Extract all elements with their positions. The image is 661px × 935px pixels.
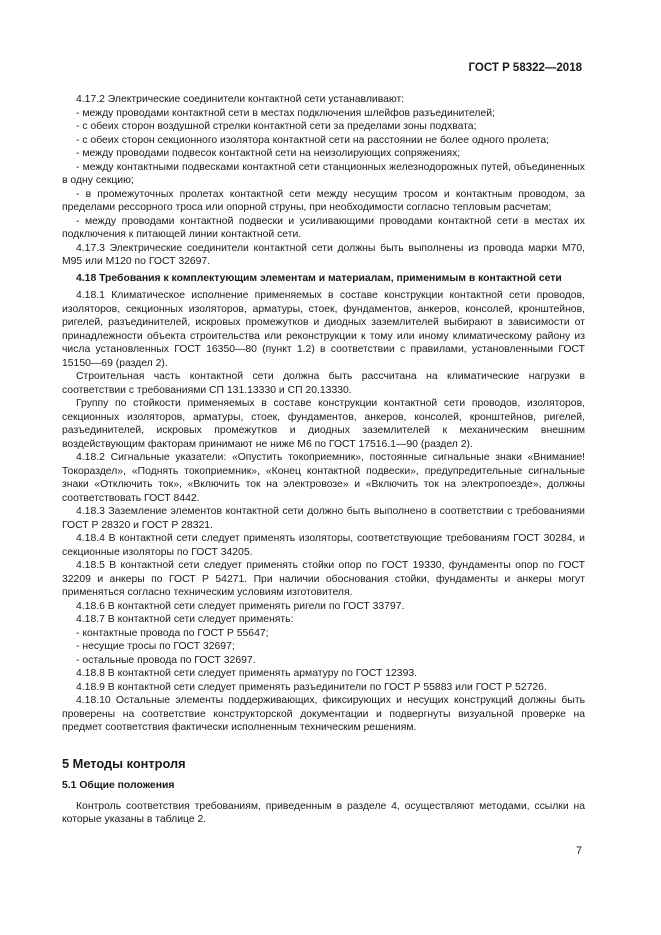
list-item: - остальные провода по ГОСТ 32697. — [76, 654, 256, 666]
paragraph-4-18-9: 4.18.9 В контактной сети следует применять разъединители по ГОСТ Р 55883 или ГОСТ Р 52726. — [76, 681, 547, 693]
section-5-heading: 5 Методы контроля — [62, 755, 186, 771]
paragraph-4-17-2-intro: 4.17.2 Электрические соединители контактной сети устанавливают: — [76, 94, 405, 105]
list-item: - между проводами подвесок контактной сети на неизолирующих сопряжениях; — [76, 148, 461, 159]
paragraph-4-18-7-intro: 4.18.7 В контактной сети следует применять: — [76, 614, 294, 625]
paragraph-4-17-3: 4.17.3 Электрические соединители контактной сети должны быть выполнены из провода марки М70, М95 или М120 по ГОСТ 32697. — [62, 242, 585, 267]
list-item: - несущие тросы по ГОСТ 32697; — [76, 641, 235, 652]
paragraph-4-18-6: 4.18.6 В контактной сети следует применять ригели по ГОСТ 33797. — [76, 600, 405, 612]
paragraph-4-18-1-resistance: Группу по стойкости применяемых в составе конструкции контактной сети проводов, изоляторов, секционных изоляторов, арматуры, стоек, фундаментов, анкеров, консолей, кронштейнов, ригелей, разъединителей, искровых промежутков и диодных заземлителей к механическим внешним воздействующим факторам принимают не ниже М6 по ГОСТ 17516.1—90 (раздел 2). — [62, 398, 585, 450]
list-item: - между проводами контактной сети в местах подключения шлейфов разъединителей; — [76, 107, 495, 119]
paragraph-4-18-10: 4.18.10 Остальные элементы поддерживающих, фиксирующих и несущих конструкций должны быть проверены на соответствие конструкторской документации и подвергнуты визуальной проверке на предмет соответствия фактически исполненным техническим решениям. — [62, 695, 585, 733]
list-item: - с обеих сторон секционного изолятора контактной сети на расстоянии не более одного пролета; — [76, 134, 550, 146]
list-item: - с обеих сторон воздушной стрелки контактной сети за пределами зоны подхвата; — [76, 121, 477, 132]
list-item: - контактные провода по ГОСТ Р 55647; — [76, 627, 269, 639]
paragraph-4-18-2: 4.18.2 Сигнальные указатели: «Опустить токоприемник», постоянные сигнальные знаки «Внимание! Токораздел», «Поднять токоприемник», «Конец контактной подвески», предупредительные сигнальные знаки «Отключить ток», «Включить ток на электровозе» и «Включить ток на электропоезде», должны соответствовать ГОСТ 8442. — [62, 452, 585, 504]
paragraph-4-18-1-construction: Строительная часть контактной сети должна быть рассчитана на климатические нагрузки в соответствии с требованиями СП 131.13330 и СП 20.13330. — [62, 371, 585, 396]
document-body — [62, 93, 585, 827]
list-item: - между проводами контактной подвески и усиливающими проводами контактной сети в местах их подключения к питающей линии контактной сети. — [62, 215, 585, 240]
list-item: - в промежуточных пролетах контактной сети между несущим тросом и контактным проводом, за пределами рессорного троса или опорной струны, при необходимости согласно тепловым расчетам; — [62, 188, 585, 213]
paragraph-4-18-8: 4.18.8 В контактной сети следует применять арматуру по ГОСТ 12393. — [76, 668, 418, 679]
paragraph-4-18-4: 4.18.4 В контактной сети следует применять изоляторы, соответствующие требованиям ГОСТ 30284, и секционные изоляторы по ГОСТ 34205. — [62, 533, 585, 558]
page-number: 7 — [575, 845, 582, 857]
paragraph-4-18-5: 4.18.5 В контактной сети следует применять стойки опор по ГОСТ 19330, фундаменты опор по ГОСТ 32209 и анкеры по ГОСТ Р 54271. При наличии обоснования стойки, фундаменты и анкеры могут применяться согласно техническим условиям изготовителя. — [62, 560, 585, 598]
list-item: - между контактными подвесками контактной сети станционных железнодорожных путей, объединенных в одну секцию; — [62, 161, 585, 186]
document-standard-number: ГОСТ Р 58322—2018 — [468, 62, 582, 74]
paragraph-4-18-1: 4.18.1 Климатическое исполнение применяемых в составе конструкции контактной сети проводов, изоляторов, секционных изоляторов, арматуры, стоек, фундаментов, анкеров, консолей, кронштейнов, ригелей, разъединителей, искровых промежутков и диодных заземлителей выбирают в зависимости от принадлежности объекта строительства или реконструкции к тому или иному климатическому району из числа установленных ГОСТ 16350—80 (пункт 1.2) в соответствии с правилами, установленными ГОСТ 15150—69 (раздел 2). — [62, 290, 585, 369]
section-4-18-heading: 4.18 Требования к комплектующим элементам и материалам, применимым в контактной сети — [76, 272, 562, 284]
section-5-1-heading: 5.1 Общие положения — [62, 780, 175, 791]
paragraph-5-1: Контроль соответствия требованиям, приведенным в разделе 4, осуществляют методами, ссылки на которые указаны в таблице 2. — [62, 800, 585, 825]
paragraph-4-18-3: 4.18.3 Заземление элементов контактной сети должно быть выполнено в соответствии с требованиями ГОСТ Р 28320 и ГОСТ Р 28321. — [62, 506, 585, 531]
